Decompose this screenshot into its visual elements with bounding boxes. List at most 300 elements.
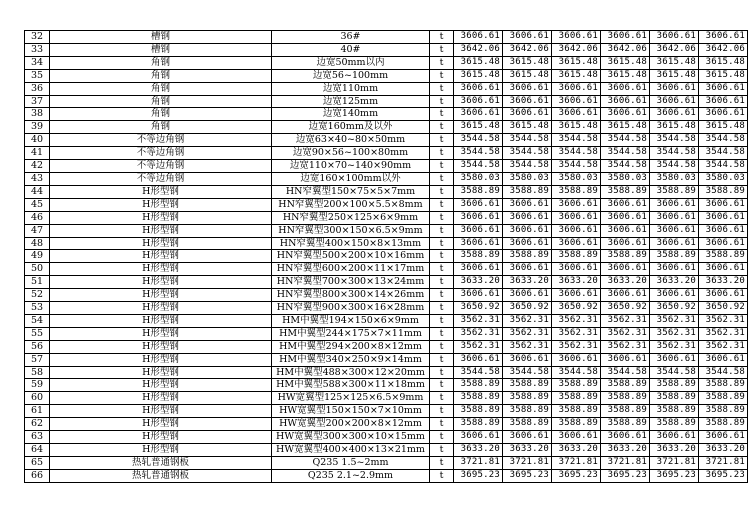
price-4-cell: 3606.61 <box>601 108 650 121</box>
price-4-cell: 3606.61 <box>601 431 650 444</box>
price-3-cell: 3606.61 <box>552 263 601 276</box>
price-6-cell: 3606.61 <box>699 431 748 444</box>
price-1-cell: 3580.03 <box>454 172 503 185</box>
specification-cell: HW宽翼型200×200×8×12mm <box>272 418 430 431</box>
specification-cell: 边宽63×40~80×50mm <box>272 134 430 147</box>
row-number-cell: 64 <box>25 444 50 457</box>
price-1-cell: 3633.20 <box>454 276 503 289</box>
unit-cell: t <box>430 121 454 134</box>
price-6-cell: 3562.31 <box>699 327 748 340</box>
unit-cell: t <box>430 69 454 82</box>
price-2-cell: 3606.61 <box>503 289 552 302</box>
row-number-cell: 37 <box>25 95 50 108</box>
price-4-cell: 3650.92 <box>601 302 650 315</box>
table-row <box>25 237 748 250</box>
price-4-cell: 3606.61 <box>601 95 650 108</box>
table-row <box>25 185 748 198</box>
price-6-cell: 3606.61 <box>699 31 748 44</box>
price-4-cell: 3588.89 <box>601 250 650 263</box>
price-3-cell: 3544.58 <box>552 147 601 160</box>
row-number-cell: 39 <box>25 121 50 134</box>
price-3-cell: 3606.61 <box>552 289 601 302</box>
price-3-cell: 3588.89 <box>552 185 601 198</box>
table-row <box>25 95 748 108</box>
material-name-cell: H形型钢 <box>50 379 272 392</box>
price-table <box>24 30 748 483</box>
unit-cell: t <box>430 95 454 108</box>
price-1-cell: 3588.89 <box>454 379 503 392</box>
specification-cell: 36# <box>272 31 430 44</box>
row-number-cell: 49 <box>25 250 50 263</box>
price-3-cell: 3606.61 <box>552 31 601 44</box>
specification-cell: HM中翼型244×175×7×11mm <box>272 327 430 340</box>
price-4-cell: 3615.48 <box>601 121 650 134</box>
price-2-cell: 3580.03 <box>503 172 552 185</box>
specification-cell: HM中翼型488×300×12×20mm <box>272 366 430 379</box>
price-5-cell: 3606.61 <box>650 431 699 444</box>
material-name-cell: H形型钢 <box>50 250 272 263</box>
price-1-cell: 3606.61 <box>454 289 503 302</box>
price-2-cell: 3633.20 <box>503 444 552 457</box>
unit-cell: t <box>430 185 454 198</box>
specification-cell: HM中翼型588×300×11×18mm <box>272 379 430 392</box>
price-1-cell: 3606.61 <box>454 82 503 95</box>
price-2-cell: 3721.81 <box>503 456 552 469</box>
price-4-cell: 3633.20 <box>601 276 650 289</box>
price-1-cell: 3588.89 <box>454 185 503 198</box>
material-name-cell: H形型钢 <box>50 340 272 353</box>
price-2-cell: 3642.06 <box>503 43 552 56</box>
row-number-cell: 63 <box>25 431 50 444</box>
specification-cell: 边宽160mm及以外 <box>272 121 430 134</box>
price-6-cell: 3606.61 <box>699 237 748 250</box>
material-name-cell: 角钢 <box>50 69 272 82</box>
price-6-cell: 3642.06 <box>699 43 748 56</box>
unit-cell: t <box>430 82 454 95</box>
unit-cell: t <box>430 237 454 250</box>
row-number-cell: 47 <box>25 224 50 237</box>
row-number-cell: 66 <box>25 469 50 482</box>
price-4-cell: 3606.61 <box>601 224 650 237</box>
price-3-cell: 3721.81 <box>552 456 601 469</box>
unit-cell: t <box>430 469 454 482</box>
price-5-cell: 3544.58 <box>650 147 699 160</box>
price-5-cell: 3606.61 <box>650 31 699 44</box>
price-5-cell: 3606.61 <box>650 211 699 224</box>
material-name-cell: H形型钢 <box>50 431 272 444</box>
price-3-cell: 3633.20 <box>552 444 601 457</box>
row-number-cell: 34 <box>25 56 50 69</box>
unit-cell: t <box>430 211 454 224</box>
unit-cell: t <box>430 172 454 185</box>
table-row <box>25 340 748 353</box>
material-name-cell: H形型钢 <box>50 418 272 431</box>
specification-cell: 边宽125mm <box>272 95 430 108</box>
row-number-cell: 32 <box>25 31 50 44</box>
price-4-cell: 3606.61 <box>601 198 650 211</box>
price-3-cell: 3580.03 <box>552 172 601 185</box>
row-number-cell: 50 <box>25 263 50 276</box>
price-6-cell: 3695.23 <box>699 469 748 482</box>
price-5-cell: 3588.89 <box>650 418 699 431</box>
material-name-cell: H形型钢 <box>50 185 272 198</box>
price-2-cell: 3606.61 <box>503 82 552 95</box>
price-2-cell: 3606.61 <box>503 211 552 224</box>
unit-cell: t <box>430 250 454 263</box>
price-6-cell: 3606.61 <box>699 95 748 108</box>
price-4-cell: 3580.03 <box>601 172 650 185</box>
price-2-cell: 3606.61 <box>503 31 552 44</box>
price-2-cell: 3544.58 <box>503 134 552 147</box>
table-body <box>25 31 748 483</box>
price-2-cell: 3615.48 <box>503 121 552 134</box>
material-name-cell: 不等边角钢 <box>50 147 272 160</box>
specification-cell: HW宽翼型300×300×10×15mm <box>272 431 430 444</box>
specification-cell: Q235 1.5~2mm <box>272 456 430 469</box>
row-number-cell: 40 <box>25 134 50 147</box>
table-row <box>25 147 748 160</box>
price-6-cell: 3544.58 <box>699 366 748 379</box>
unit-cell: t <box>430 108 454 121</box>
material-name-cell: H形型钢 <box>50 444 272 457</box>
price-4-cell: 3588.89 <box>601 418 650 431</box>
price-5-cell: 3606.61 <box>650 289 699 302</box>
material-name-cell: H形型钢 <box>50 198 272 211</box>
specification-cell: HM中翼型294×200×8×12mm <box>272 340 430 353</box>
table-row <box>25 172 748 185</box>
price-2-cell: 3606.61 <box>503 108 552 121</box>
price-3-cell: 3606.61 <box>552 108 601 121</box>
price-4-cell: 3721.81 <box>601 456 650 469</box>
price-4-cell: 3606.61 <box>601 353 650 366</box>
price-6-cell: 3562.31 <box>699 314 748 327</box>
price-1-cell: 3588.89 <box>454 405 503 418</box>
specification-cell: HN窄翼型700×300×13×24mm <box>272 276 430 289</box>
unit-cell: t <box>430 224 454 237</box>
price-4-cell: 3588.89 <box>601 185 650 198</box>
table-row <box>25 56 748 69</box>
price-4-cell: 3606.61 <box>601 211 650 224</box>
specification-cell: HW宽翼型150×150×7×10mm <box>272 405 430 418</box>
price-5-cell: 3633.20 <box>650 444 699 457</box>
price-3-cell: 3606.61 <box>552 237 601 250</box>
price-1-cell: 3721.81 <box>454 456 503 469</box>
specification-cell: 边宽56~100mm <box>272 69 430 82</box>
table-row <box>25 289 748 302</box>
price-1-cell: 3606.61 <box>454 198 503 211</box>
price-2-cell: 3606.61 <box>503 263 552 276</box>
table-row <box>25 160 748 173</box>
price-1-cell: 3562.31 <box>454 340 503 353</box>
price-4-cell: 3544.58 <box>601 366 650 379</box>
price-4-cell: 3606.61 <box>601 263 650 276</box>
price-4-cell: 3695.23 <box>601 469 650 482</box>
price-1-cell: 3544.58 <box>454 147 503 160</box>
price-3-cell: 3606.61 <box>552 224 601 237</box>
price-3-cell: 3588.89 <box>552 379 601 392</box>
price-2-cell: 3544.58 <box>503 147 552 160</box>
material-name-cell: H形型钢 <box>50 302 272 315</box>
price-3-cell: 3588.89 <box>552 392 601 405</box>
table-row <box>25 134 748 147</box>
row-number-cell: 36 <box>25 82 50 95</box>
specification-cell: HN窄翼型500×200×10×16mm <box>272 250 430 263</box>
row-number-cell: 55 <box>25 327 50 340</box>
material-name-cell: 角钢 <box>50 95 272 108</box>
price-3-cell: 3588.89 <box>552 250 601 263</box>
price-6-cell: 3633.20 <box>699 276 748 289</box>
price-2-cell: 3588.89 <box>503 392 552 405</box>
price-5-cell: 3650.92 <box>650 302 699 315</box>
specification-cell: HN窄翼型150×75×5×7mm <box>272 185 430 198</box>
price-3-cell: 3633.20 <box>552 276 601 289</box>
price-6-cell: 3615.48 <box>699 56 748 69</box>
price-5-cell: 3615.48 <box>650 69 699 82</box>
table-row <box>25 276 748 289</box>
unit-cell: t <box>430 289 454 302</box>
material-name-cell: 角钢 <box>50 108 272 121</box>
material-name-cell: H形型钢 <box>50 392 272 405</box>
price-5-cell: 3606.61 <box>650 224 699 237</box>
price-2-cell: 3562.31 <box>503 314 552 327</box>
price-6-cell: 3633.20 <box>699 444 748 457</box>
row-number-cell: 58 <box>25 366 50 379</box>
price-3-cell: 3606.61 <box>552 211 601 224</box>
price-4-cell: 3615.48 <box>601 56 650 69</box>
price-5-cell: 3588.89 <box>650 405 699 418</box>
price-6-cell: 3606.61 <box>699 108 748 121</box>
table-row <box>25 250 748 263</box>
price-4-cell: 3606.61 <box>601 31 650 44</box>
price-6-cell: 3544.58 <box>699 147 748 160</box>
unit-cell: t <box>430 392 454 405</box>
price-6-cell: 3606.61 <box>699 211 748 224</box>
price-1-cell: 3615.48 <box>454 121 503 134</box>
unit-cell: t <box>430 43 454 56</box>
price-1-cell: 3544.58 <box>454 366 503 379</box>
table-row <box>25 69 748 82</box>
price-4-cell: 3606.61 <box>601 82 650 95</box>
price-5-cell: 3606.61 <box>650 198 699 211</box>
price-3-cell: 3606.61 <box>552 198 601 211</box>
material-name-cell: 不等边角钢 <box>50 160 272 173</box>
unit-cell: t <box>430 327 454 340</box>
price-1-cell: 3650.92 <box>454 302 503 315</box>
price-5-cell: 3606.61 <box>650 353 699 366</box>
price-2-cell: 3588.89 <box>503 418 552 431</box>
unit-cell: t <box>430 263 454 276</box>
specification-cell: 边宽110×70~140×90mm <box>272 160 430 173</box>
price-5-cell: 3588.89 <box>650 379 699 392</box>
table-row <box>25 353 748 366</box>
table-row <box>25 224 748 237</box>
row-number-cell: 45 <box>25 198 50 211</box>
price-2-cell: 3562.31 <box>503 340 552 353</box>
specification-cell: HW宽翼型400×400×13×21mm <box>272 444 430 457</box>
price-5-cell: 3615.48 <box>650 121 699 134</box>
price-6-cell: 3606.61 <box>699 198 748 211</box>
table-row <box>25 366 748 379</box>
price-6-cell: 3588.89 <box>699 392 748 405</box>
price-5-cell: 3642.06 <box>650 43 699 56</box>
material-name-cell: 角钢 <box>50 56 272 69</box>
price-2-cell: 3588.89 <box>503 405 552 418</box>
material-name-cell: H形型钢 <box>50 405 272 418</box>
price-6-cell: 3544.58 <box>699 134 748 147</box>
price-5-cell: 3562.31 <box>650 327 699 340</box>
table-row <box>25 108 748 121</box>
price-4-cell: 3588.89 <box>601 392 650 405</box>
price-5-cell: 3633.20 <box>650 276 699 289</box>
price-2-cell: 3606.61 <box>503 353 552 366</box>
unit-cell: t <box>430 431 454 444</box>
unit-cell: t <box>430 353 454 366</box>
price-1-cell: 3615.48 <box>454 69 503 82</box>
price-6-cell: 3606.61 <box>699 353 748 366</box>
price-5-cell: 3606.61 <box>650 237 699 250</box>
unit-cell: t <box>430 276 454 289</box>
row-number-cell: 53 <box>25 302 50 315</box>
price-2-cell: 3615.48 <box>503 69 552 82</box>
row-number-cell: 62 <box>25 418 50 431</box>
price-3-cell: 3588.89 <box>552 418 601 431</box>
price-2-cell: 3606.61 <box>503 224 552 237</box>
row-number-cell: 52 <box>25 289 50 302</box>
price-3-cell: 3615.48 <box>552 121 601 134</box>
price-2-cell: 3544.58 <box>503 366 552 379</box>
material-name-cell: 槽钢 <box>50 31 272 44</box>
row-number-cell: 33 <box>25 43 50 56</box>
price-5-cell: 3606.61 <box>650 82 699 95</box>
table-row <box>25 211 748 224</box>
material-name-cell: H形型钢 <box>50 289 272 302</box>
row-number-cell: 44 <box>25 185 50 198</box>
price-5-cell: 3588.89 <box>650 250 699 263</box>
price-1-cell: 3606.61 <box>454 224 503 237</box>
table-row <box>25 43 748 56</box>
unit-cell: t <box>430 366 454 379</box>
unit-cell: t <box>430 147 454 160</box>
price-4-cell: 3588.89 <box>601 405 650 418</box>
price-3-cell: 3642.06 <box>552 43 601 56</box>
unit-cell: t <box>430 302 454 315</box>
unit-cell: t <box>430 456 454 469</box>
price-4-cell: 3562.31 <box>601 314 650 327</box>
table-row <box>25 405 748 418</box>
table-row <box>25 31 748 44</box>
material-name-cell: 不等边角钢 <box>50 172 272 185</box>
price-5-cell: 3588.89 <box>650 185 699 198</box>
row-number-cell: 56 <box>25 340 50 353</box>
specification-cell: 边宽110mm <box>272 82 430 95</box>
table-row <box>25 431 748 444</box>
price-1-cell: 3562.31 <box>454 327 503 340</box>
row-number-cell: 51 <box>25 276 50 289</box>
price-3-cell: 3606.61 <box>552 431 601 444</box>
price-3-cell: 3615.48 <box>552 56 601 69</box>
price-5-cell: 3606.61 <box>650 95 699 108</box>
price-2-cell: 3588.89 <box>503 185 552 198</box>
material-name-cell: H形型钢 <box>50 314 272 327</box>
price-2-cell: 3588.89 <box>503 379 552 392</box>
specification-cell: 边宽160×100mm以外 <box>272 172 430 185</box>
price-3-cell: 3650.92 <box>552 302 601 315</box>
price-3-cell: 3562.31 <box>552 340 601 353</box>
price-6-cell: 3615.48 <box>699 69 748 82</box>
unit-cell: t <box>430 31 454 44</box>
price-5-cell: 3606.61 <box>650 263 699 276</box>
price-6-cell: 3606.61 <box>699 224 748 237</box>
price-6-cell: 3562.31 <box>699 340 748 353</box>
price-2-cell: 3615.48 <box>503 56 552 69</box>
row-number-cell: 43 <box>25 172 50 185</box>
price-2-cell: 3562.31 <box>503 327 552 340</box>
price-5-cell: 3606.61 <box>650 108 699 121</box>
price-3-cell: 3544.58 <box>552 366 601 379</box>
table-row <box>25 418 748 431</box>
price-6-cell: 3721.81 <box>699 456 748 469</box>
table-row <box>25 198 748 211</box>
price-3-cell: 3606.61 <box>552 82 601 95</box>
price-1-cell: 3606.61 <box>454 108 503 121</box>
unit-cell: t <box>430 418 454 431</box>
price-2-cell: 3606.61 <box>503 431 552 444</box>
price-1-cell: 3544.58 <box>454 160 503 173</box>
specification-cell: Q235 2.1~2.9mm <box>272 469 430 482</box>
price-1-cell: 3606.61 <box>454 263 503 276</box>
price-1-cell: 3562.31 <box>454 314 503 327</box>
specification-cell: HN窄翼型600×200×11×17mm <box>272 263 430 276</box>
price-1-cell: 3695.23 <box>454 469 503 482</box>
unit-cell: t <box>430 314 454 327</box>
price-1-cell: 3588.89 <box>454 250 503 263</box>
table-row <box>25 263 748 276</box>
unit-cell: t <box>430 56 454 69</box>
material-name-cell: H形型钢 <box>50 366 272 379</box>
table-row <box>25 392 748 405</box>
price-1-cell: 3633.20 <box>454 444 503 457</box>
specification-cell: HN窄翼型300×150×6.5×9mm <box>272 224 430 237</box>
table-row <box>25 469 748 482</box>
price-5-cell: 3721.81 <box>650 456 699 469</box>
price-2-cell: 3544.58 <box>503 160 552 173</box>
price-6-cell: 3615.48 <box>699 121 748 134</box>
price-6-cell: 3588.89 <box>699 185 748 198</box>
price-1-cell: 3606.61 <box>454 211 503 224</box>
price-6-cell: 3588.89 <box>699 379 748 392</box>
unit-cell: t <box>430 160 454 173</box>
row-number-cell: 61 <box>25 405 50 418</box>
price-3-cell: 3562.31 <box>552 327 601 340</box>
price-3-cell: 3562.31 <box>552 314 601 327</box>
price-6-cell: 3580.03 <box>699 172 748 185</box>
price-3-cell: 3606.61 <box>552 353 601 366</box>
material-name-cell: H形型钢 <box>50 263 272 276</box>
specification-cell: HN窄翼型250×125×6×9mm <box>272 211 430 224</box>
price-1-cell: 3588.89 <box>454 392 503 405</box>
table-row <box>25 456 748 469</box>
row-number-cell: 59 <box>25 379 50 392</box>
row-number-cell: 41 <box>25 147 50 160</box>
price-1-cell: 3544.58 <box>454 134 503 147</box>
row-number-cell: 38 <box>25 108 50 121</box>
price-1-cell: 3606.61 <box>454 237 503 250</box>
specification-cell: 边宽50mm以内 <box>272 56 430 69</box>
specification-cell: 边宽90×56~100×80mm <box>272 147 430 160</box>
specification-cell: HN窄翼型200×100×5.5×8mm <box>272 198 430 211</box>
row-number-cell: 54 <box>25 314 50 327</box>
price-5-cell: 3562.31 <box>650 340 699 353</box>
